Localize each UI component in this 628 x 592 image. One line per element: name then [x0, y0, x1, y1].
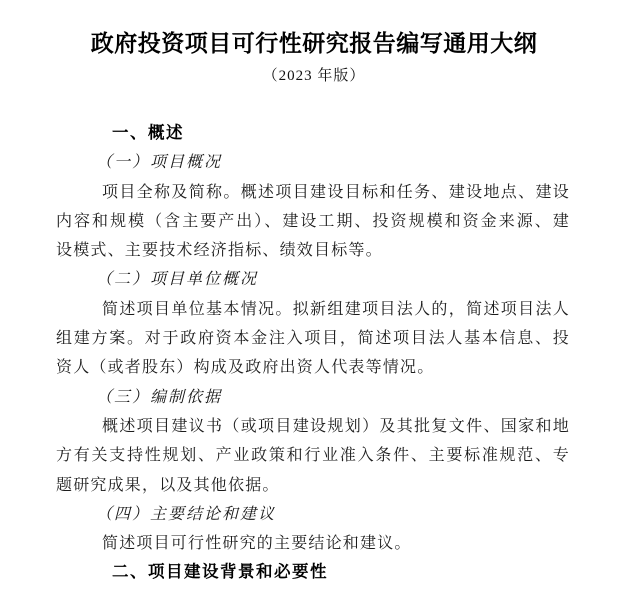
section-2-heading: 二、项目建设背景和必要性	[112, 563, 328, 582]
paragraph-line: 设模式、主要技术经济指标、绩效目标等。	[56, 242, 383, 260]
paragraph-line: 简述项目可行性研究的主要结论和建议。	[102, 535, 412, 553]
paragraph-line: 题研究成果，以及其他依据。	[56, 476, 280, 494]
subsection-1-3-heading: （三）编制依据	[96, 388, 223, 406]
subsection-1-4-heading: （四）主要结论和建议	[96, 505, 277, 523]
paragraph-line: 资人（或者股东）构成及政府出资人代表等情况。	[56, 359, 435, 377]
paragraph-line: 方有关支持性规划、产业政策和行业准入条件、主要标准规范、专	[56, 447, 570, 465]
section-1-heading: 一、概述	[112, 124, 184, 142]
document-subtitle: （2023 年版）	[262, 68, 366, 84]
paragraph-line: 简述项目单位基本情况。拟新组建项目法人的，简述项目法人	[102, 300, 570, 318]
document-body	[56, 119, 570, 588]
subsection-1-2-heading: （二）项目单位概况	[96, 271, 259, 289]
paragraph-line: 内容和规模（含主要产出）、建设工期、投资规模和资金来源、建	[56, 212, 570, 230]
paragraph-line: 组建方案。对于政府资本金注入项目，简述项目法人基本信息、投	[56, 330, 570, 348]
paragraph-line: 项目全称及简称。概述项目建设目标和任务、建设地点、建设	[102, 183, 570, 201]
subsection-1-1-heading: （一）项目概况	[96, 154, 223, 172]
document-title: 政府投资项目可行性研究报告编写通用大纲	[90, 31, 538, 56]
paragraph-line: 概述项目建议书（或项目建设规划）及其批复文件、国家和地	[102, 417, 570, 435]
